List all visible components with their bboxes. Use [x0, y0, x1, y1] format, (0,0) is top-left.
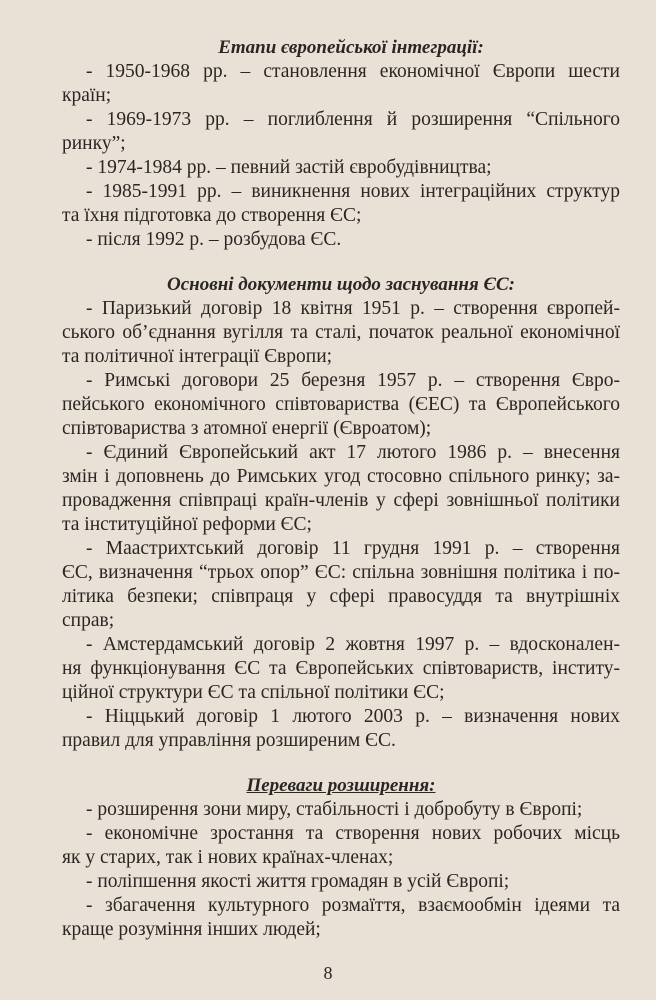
text-line: ринку”; — [62, 133, 126, 154]
text-line: - Паризький договір 18 квітня 1951 р. – створення європей- — [86, 298, 620, 319]
text-line: як у старих, так і нових країнах-членах; — [62, 847, 394, 868]
document-page — [62, 36, 620, 942]
list-item — [62, 705, 620, 753]
text-line: провадження співпраці країн-членів у сфері зовнішньої політики — [62, 490, 620, 511]
list-item — [62, 60, 620, 108]
text-line: ційної структури ЄС та спільної політики ЄС; — [62, 682, 445, 703]
list-item — [62, 228, 620, 252]
text-line: - Ніццький договір 1 лютого 2003 р. – визначення нових — [86, 706, 620, 727]
section-heading — [62, 273, 620, 297]
section — [62, 774, 620, 942]
list-item — [62, 369, 620, 441]
text-line: ського об’єднання вугілля та сталі, початок реальної економічної — [62, 322, 620, 343]
list-item — [62, 633, 620, 705]
page-number: 8 — [323, 963, 333, 983]
text-line: та політичної інтеграції Європи; — [62, 346, 333, 367]
text-line: літика безпеки; співпраця у сфері правосуддя та внутрішніх — [62, 586, 620, 607]
list-item — [62, 822, 620, 870]
text-line: - 1974-1984 рр. – певний застій євробудівництва; — [86, 157, 492, 178]
section — [62, 273, 620, 753]
list-item — [62, 297, 620, 369]
section-heading-text: Етапи європейської інтеграції: — [218, 37, 484, 58]
text-line: - Маастрихтський договір 11 грудня 1991 р. – створення — [86, 538, 620, 559]
list-item — [62, 156, 620, 180]
text-line: - Єдиний Європейський акт 17 лютого 1986 р. – внесення — [86, 442, 620, 463]
text-line: та їхня підготовка до створення ЄС; — [62, 205, 362, 226]
list-item — [62, 894, 620, 942]
list-item — [62, 798, 620, 822]
text-line: пейського економічного співтовариства (ЄЕС) та Європейського — [62, 394, 620, 415]
text-line: - розширення зони миру, стабільності і добробуту в Європі; — [86, 799, 583, 820]
text-line: та інституційної реформи ЄС; — [62, 514, 312, 535]
text-line: ЄС, визначення “трьох опор” ЄС: спільна зовнішня політика і по- — [62, 562, 620, 583]
text-line: краще розуміння інших людей; — [62, 919, 321, 940]
section-heading — [62, 36, 620, 60]
text-line: - поліпшення якості життя громадян в усій Європі; — [86, 871, 510, 892]
text-line: - 1969-1973 рр. – поглиблення й розширення “Спільного — [86, 109, 620, 130]
list-item — [62, 870, 620, 894]
list-item — [62, 180, 620, 228]
text-line: ня функціонування ЄС та Європейських співтовариств, інститу- — [62, 658, 620, 679]
section-heading — [62, 774, 620, 798]
text-line: співтовариства з атомної енергії (Євроатом); — [62, 418, 432, 439]
text-line: - 1950-1968 рр. – становлення економічної Європи шести — [86, 61, 620, 82]
text-line: справ; — [62, 610, 115, 631]
list-item — [62, 441, 620, 537]
list-item — [62, 108, 620, 156]
section-heading-text: Переваги розширення: — [246, 775, 436, 796]
text-line: країн; — [62, 85, 112, 106]
text-line: - після 1992 р. – розбудова ЄС. — [86, 229, 342, 250]
text-line: - збагачення культурного розмаїття, взаємообмін ідеями та — [86, 895, 620, 916]
section — [62, 36, 620, 252]
list-item — [62, 537, 620, 633]
text-line: змін і доповнень до Римських угод стосовно спільного ринку; за- — [62, 466, 620, 487]
text-line: - 1985-1991 рр. – виникнення нових інтеграційних структур — [86, 181, 620, 202]
text-line: - Амстердамський договір 2 жовтня 1997 р. – вдосконален- — [86, 634, 620, 655]
text-line: - економічне зростання та створення нових робочих місць — [86, 823, 620, 844]
text-line: правил для управління розширеним ЄС. — [62, 730, 396, 751]
text-line: - Римські договори 25 березня 1957 р. – створення Євро- — [86, 370, 620, 391]
section-heading-text: Основні документи щодо заснування ЄС: — [167, 274, 515, 295]
